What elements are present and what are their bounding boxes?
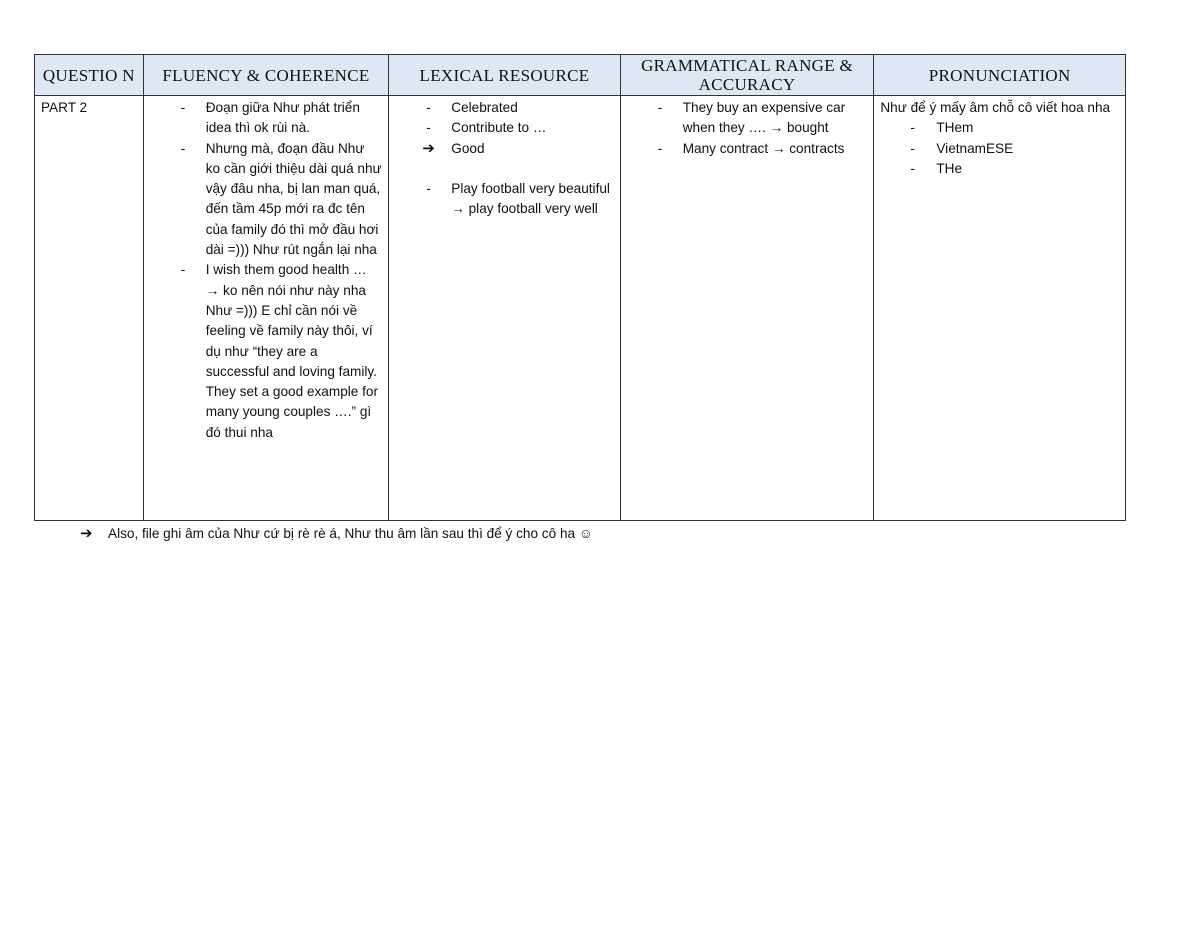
arrow-right-icon: ➔: [80, 525, 93, 542]
list-item: [150, 98, 383, 139]
fluency-list: [150, 98, 383, 443]
fluency-item-text: Nhưng mà, đoạn đầu Như ko cần giới thiệu dài quá như vậy đâu nha, bị lan man quá, đến tầm 45p mới ra đc tên của family đó thì mở đầu hơi dài =))) Như rút ngắn lại nha: [205, 140, 382, 258]
dash-bullet-icon: -: [657, 100, 663, 115]
pronunciation-item-text: VietnamESE: [936, 140, 1014, 156]
dash-bullet-icon: -: [180, 262, 186, 278]
list-item: [880, 118, 1119, 138]
lexical-cell: [389, 96, 620, 521]
lexical-item-text: Play football very beautiful → play football very well: [451, 180, 610, 217]
header-grammar: GRAMMATICAL RANGE & ACCURACY: [620, 55, 874, 96]
fluency-item-text: I wish them good health … → ko nên nói như này nha Như =))) E chỉ cần nói về feeling về family này thôi, ví dụ như “they are a successful and loving family. They set a good example for many young couples ….” gì đó thui nha: [205, 262, 378, 440]
pronunciation-item-text: THe: [936, 160, 963, 176]
grammar-cell: [620, 96, 874, 521]
feedback-sheet: [34, 54, 1126, 521]
lexical-item-text: Celebrated: [451, 100, 518, 115]
dash-bullet-icon: -: [910, 140, 915, 156]
footer-note: [80, 524, 593, 544]
list-item: [395, 98, 613, 118]
lexical-list: [395, 98, 613, 219]
grammar-item-text: They buy an expensive car when they …. → bought: [682, 100, 846, 136]
list-item: [627, 98, 868, 139]
list-item: [395, 179, 613, 220]
list-item: [880, 139, 1119, 159]
pronunciation-item-text: THem: [936, 120, 974, 136]
question-label: PART 2: [41, 100, 88, 115]
list-item: [150, 139, 383, 261]
list-item: [395, 118, 613, 138]
lexical-item-text: Good: [451, 140, 485, 156]
dash-bullet-icon: -: [910, 120, 915, 136]
pronunciation-intro: Như để ý mấy âm chỗ cô viết hoa nha: [880, 100, 1111, 115]
question-cell: [35, 96, 144, 521]
header-pronunciation: PRONUNCIATION: [874, 55, 1126, 96]
feedback-table: [34, 54, 1126, 521]
header-fluency: FLUENCY & COHERENCE: [143, 55, 389, 96]
list-item: [395, 139, 613, 159]
list-item: [880, 159, 1119, 179]
note-text: Also, file ghi âm của Như cứ bị rè rè á, Như thu âm lần sau thì để ý cho cô ha ☺: [108, 526, 593, 541]
pronunciation-list: [880, 118, 1119, 179]
grammar-list: [627, 98, 868, 159]
dash-bullet-icon: -: [426, 100, 431, 115]
list-item: [627, 139, 868, 159]
fluency-cell: [143, 96, 389, 521]
pronunciation-cell: [874, 96, 1126, 521]
list-spacer: [395, 159, 613, 179]
arrow-bullet-icon: ➔: [422, 139, 435, 157]
lexical-item-text: Contribute to …: [451, 120, 547, 136]
table-row: [35, 96, 1126, 521]
dash-bullet-icon: -: [910, 160, 915, 176]
list-item: [150, 260, 383, 443]
header-question: QUESTIO N: [35, 55, 144, 96]
dash-bullet-icon: -: [426, 120, 431, 136]
dash-bullet-icon: -: [426, 180, 431, 196]
dash-bullet-icon: -: [657, 140, 663, 156]
fluency-item-text: Đoạn giữa Như phát triển idea thì ok rùi nà.: [205, 100, 360, 136]
grammar-item-text: Many contract → contracts: [682, 140, 845, 156]
header-row: [35, 55, 1126, 96]
dash-bullet-icon: -: [180, 100, 186, 115]
header-lexical: LEXICAL RESOURCE: [389, 55, 620, 96]
dash-bullet-icon: -: [180, 140, 186, 156]
